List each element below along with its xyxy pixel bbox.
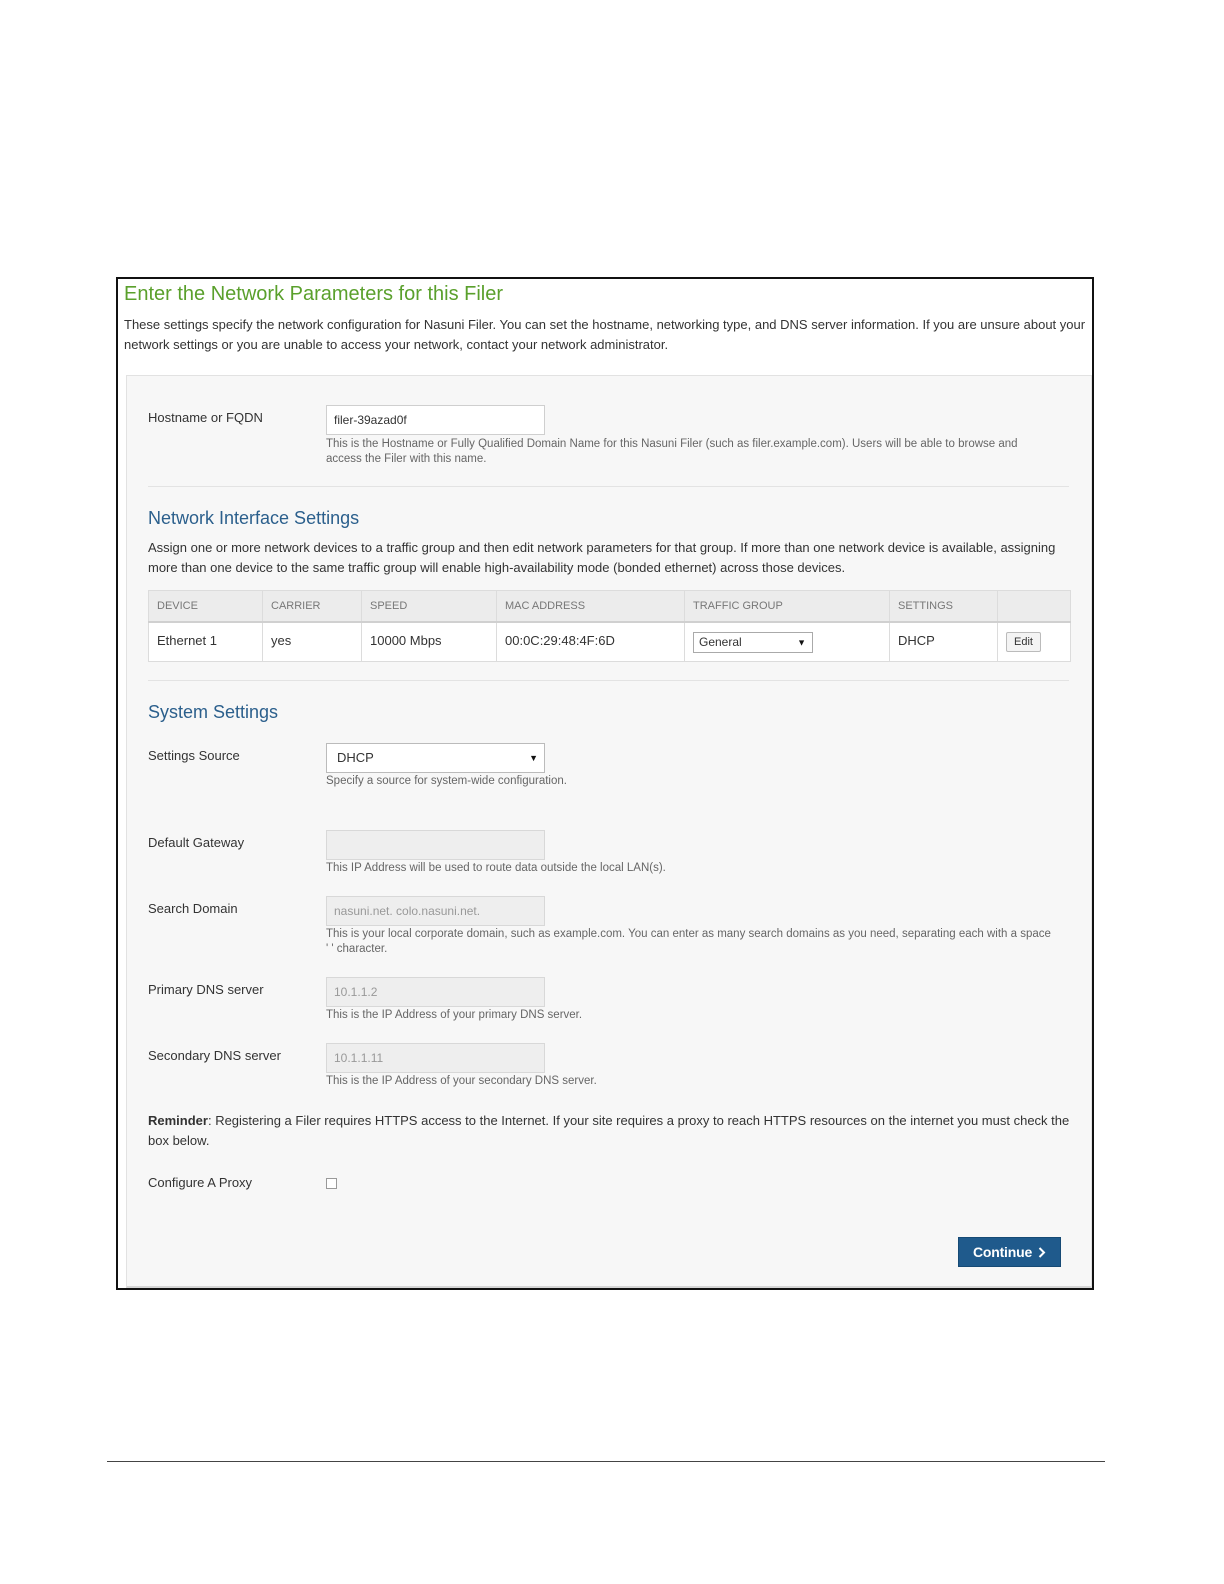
column-header-mac-address: MAC ADDRESS [497, 591, 685, 623]
hostname-input[interactable] [326, 405, 545, 435]
network-description: Assign one or more network devices to a traffic group and then edit network parameters for that group. If more than one network device is available, assigning more than one device to the same traffic group will enable high-availability mode (bonded ethernet) across those devices. [148, 540, 1056, 575]
secondary-dns-help: This is the IP Address of your secondary DNS server. [326, 1075, 597, 1087]
edit-button[interactable]: Edit [1006, 632, 1041, 652]
secondary-dns-label: Secondary DNS server [148, 1048, 281, 1063]
search-domain-help: This is your local corporate domain, such as example.com. You can enter as many search domains as you need, separating each with a space ' ' character. [326, 928, 1051, 955]
system-section-title: System Settings [148, 702, 279, 722]
network-interface-table [148, 590, 1071, 662]
settings-source-help: Specify a source for system-wide configuration. [326, 775, 567, 787]
column-header-speed: SPEED [362, 591, 497, 623]
table-header-row [149, 591, 1071, 623]
divider [148, 486, 1069, 487]
traffic-group-select-value: General [699, 635, 742, 649]
reminder-text: : Registering a Filer requires HTTPS access to the Internet. If your site requires a proxy to reach HTTPS resources on the internet you must check the box below. [148, 1113, 1070, 1148]
primary-dns-input[interactable] [326, 977, 545, 1007]
continue-button[interactable] [958, 1237, 1061, 1267]
caret-down-icon: ▼ [529, 753, 538, 763]
hostname-label: Hostname or FQDN [148, 410, 263, 425]
table-row [149, 622, 1071, 661]
proxy-reminder [148, 1111, 1073, 1151]
primary-dns-label: Primary DNS server [148, 982, 264, 997]
column-header-traffic-group: TRAFFIC GROUP [685, 591, 890, 623]
configure-proxy-checkbox[interactable] [326, 1178, 337, 1189]
configure-proxy-label: Configure A Proxy [148, 1175, 253, 1190]
default-gateway-label: Default Gateway [148, 835, 245, 850]
divider [148, 680, 1069, 681]
intro-text: These settings specify the network configuration for Nasuni Filer. You can set the hostname, networking type, and DNS server information. If you are unsure about your network settings or you are unable to access your network, contact your network administrator. [124, 317, 1086, 352]
settings-panel [126, 375, 1092, 1288]
reminder-bold: Reminder [148, 1113, 208, 1128]
settings-cell: DHCP [890, 622, 998, 661]
column-header-device: DEVICE [149, 591, 263, 623]
continue-button-label: Continue [972, 1244, 1033, 1260]
settings-source-select-value: DHCP [337, 750, 374, 765]
traffic-group-cell [685, 622, 890, 661]
column-header-carrier: CARRIER [263, 591, 362, 623]
search-domain-label: Search Domain [148, 901, 238, 916]
default-gateway-help: This IP Address will be used to route data outside the local LAN(s). [326, 862, 666, 874]
secondary-dns-input[interactable] [326, 1043, 545, 1073]
footer-rule [107, 1461, 1105, 1462]
page-title: Enter the Network Parameters for this Filer [124, 283, 504, 305]
carrier-cell: yes [263, 622, 362, 661]
traffic-group-select[interactable] [693, 632, 813, 653]
network-section-title: Network Interface Settings [148, 508, 360, 528]
caret-down-icon: ▼ [797, 637, 806, 647]
chevron-right-icon [1038, 1247, 1046, 1258]
default-gateway-input[interactable] [326, 830, 545, 860]
settings-source-select[interactable] [326, 743, 545, 773]
primary-dns-help: This is the IP Address of your primary DNS server. [326, 1009, 583, 1021]
screenshot-frame [116, 277, 1094, 1290]
device-cell: Ethernet 1 [149, 622, 263, 661]
settings-source-label: Settings Source [148, 748, 240, 763]
speed-cell: 10000 Mbps [362, 622, 497, 661]
mac-address-cell: 00:0C:29:48:4F:6D [497, 622, 685, 661]
hostname-help: This is the Hostname or Fully Qualified Domain Name for this Nasuni Filer (such as filer.example.com). Users will be able to browse and access the Filer with this name. [326, 438, 1018, 465]
search-domain-input[interactable] [326, 896, 545, 926]
actions-cell [998, 622, 1071, 661]
column-header-settings: SETTINGS [890, 591, 998, 623]
column-header-actions [998, 591, 1071, 623]
